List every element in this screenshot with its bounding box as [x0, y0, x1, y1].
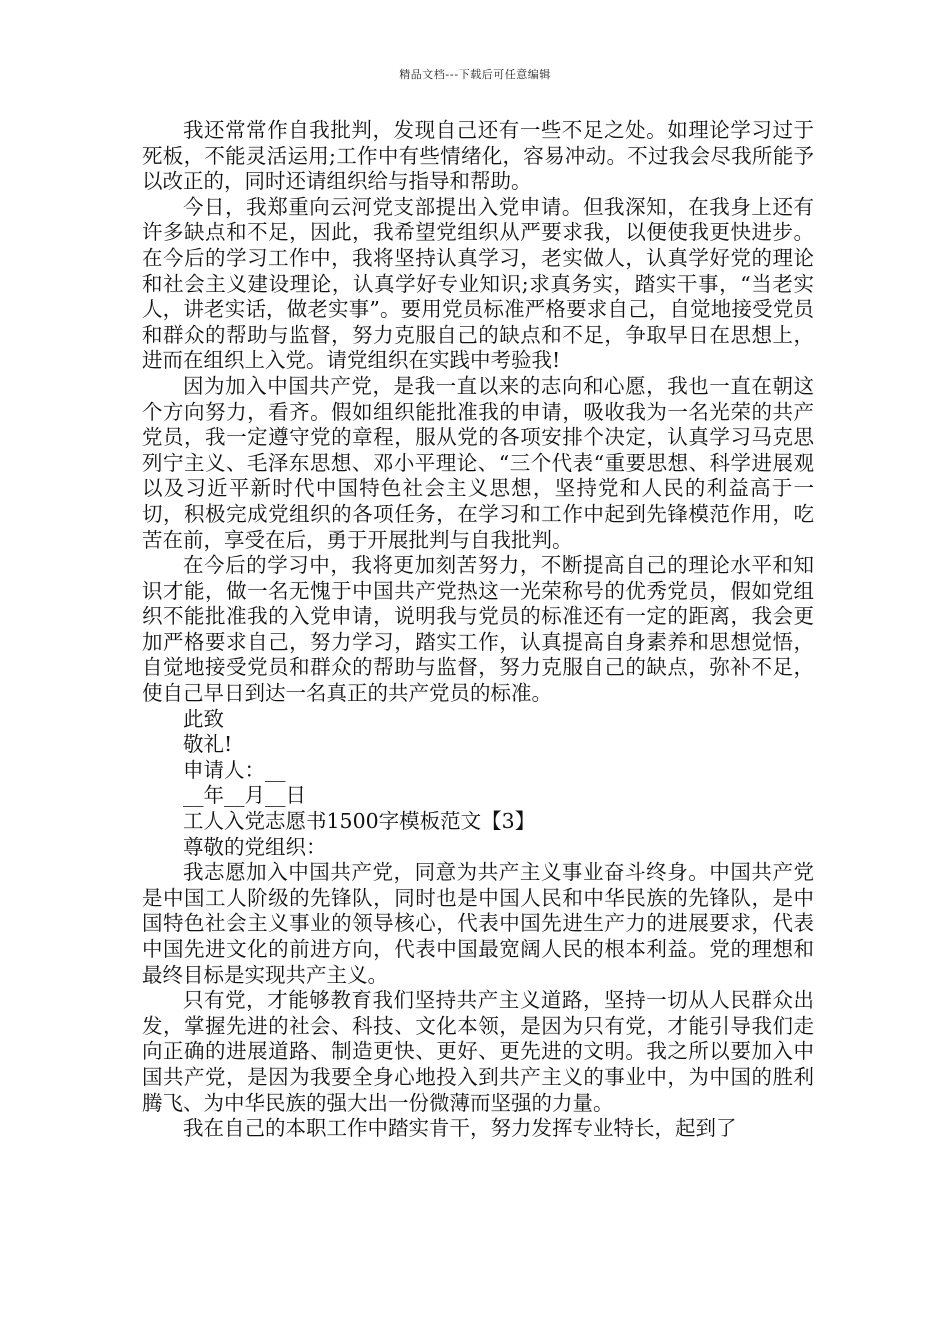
document-body — [142, 118, 814, 1142]
page-header: 精品文档---下载后可任意编辑 — [399, 68, 551, 81]
paragraph-party-intro: 我志愿加入中国共产党，同意为共产主义事业奋斗终身。中国共产党是中国工人阶级的先锋队，同时也是中国人民和中华民族的先锋队，是中国特色社会主义事业的领导核心，代表中国先进生产力的进展要求，代表中国先进文化的前进方向，代表中国最宽阔人民的根本利益。党的理想和最终目标是实现共产主义。 — [142, 860, 814, 987]
date-line: __年__月__日 — [183, 783, 306, 808]
paragraph-aspiration: 因为加入中国共产党，是我一直以来的志向和心愿，我也一直在朝这个方向努力，看齐。假如组织能批准我的申请，吸收我为一名光荣的共产党员，我一定遵守党的章程，服从党的各项安排个决定，认真学习马克思列宁主义、毛泽东思想、邓小平理论、“三个代表“重要思想、科学进展观以及习近平新时代中国特色社会主义思想，坚持党和人民的利益高于一切，积极完成党组织的各项任务，在学习和工作中起到先锋模范作用，吃苦在前，享受在后，勇于开展批判与自我批判。 — [142, 373, 814, 552]
paragraph-self-criticism: 我还常常作自我批判，发现自己还有一些不足之处。如理论学习过于死板，不能灵活运用;工作中有些情绪化，容易冲动。不过我会尽我所能予以改正的，同时还请组织给与指导和帮助。 — [142, 118, 814, 194]
paragraph-future-study: 在今后的学习中，我将更加刻苦努力，不断提高自己的理论水平和知识才能，做一名无愧于中国共产党热这一光荣称号的优秀党员，假如党组织不能批准我的入党申请，说明我与党员的标准还有一定的距离，我会更加严格要求自己，努力学习，踏实工作，认真提高自身素养和思想觉悟，自觉地接受党员和群众的帮助与监督，努力克服自己的缺点，弥补不足，使自己早日到达一名真正的共产党员的标准。 — [142, 553, 814, 706]
section-title: 工人入党志愿书1500字模板范文【3】 — [183, 809, 536, 834]
greeting: 尊敬的党组织： — [183, 834, 327, 859]
paragraph-only-party: 只有党，才能够教育我们坚持共产主义道路，坚持一切从人民群众出发，掌握先进的社会、科技、文化本领，是因为只有党，才能引导我们走向正确的进展道路、制造更快、更好、更先进的文明。我之所以要加入中国共产党，是因为我要全身心地投入到共产主义的事业中，为中国的胜利腾飞、为中华民族的强大出一份微薄而坚强的力量。 — [142, 988, 814, 1115]
paragraph-work: 我在自己的本职工作中踏实肯干，努力发挥专业特长，起到了 — [183, 1116, 737, 1141]
applicant-line: 申请人：__ — [183, 757, 286, 782]
paragraph-application: 今日，我郑重向云河党支部提出入党申请。但我深知，在我身上还有许多缺点和不足，因此，我希望党组织从严要求我，以便使我更快进步。在今后的学习工作中，我将坚持认真学习，老实做人，认真学好党的理论和社会主义建设理论，认真学好专业知识;求真务实，踏实干事，“当老实人，讲老实话，做老实事”。要用党员标准严格要求自己，自觉地接受党员和群众的帮助与监督，努力克服自己的缺点和不足，争取早日在思想上，进而在组织上入党。请党组织在实践中考验我! — [142, 194, 814, 373]
closing-salute: 此致 — [183, 706, 224, 731]
closing-regards: 敬礼! — [183, 732, 233, 757]
